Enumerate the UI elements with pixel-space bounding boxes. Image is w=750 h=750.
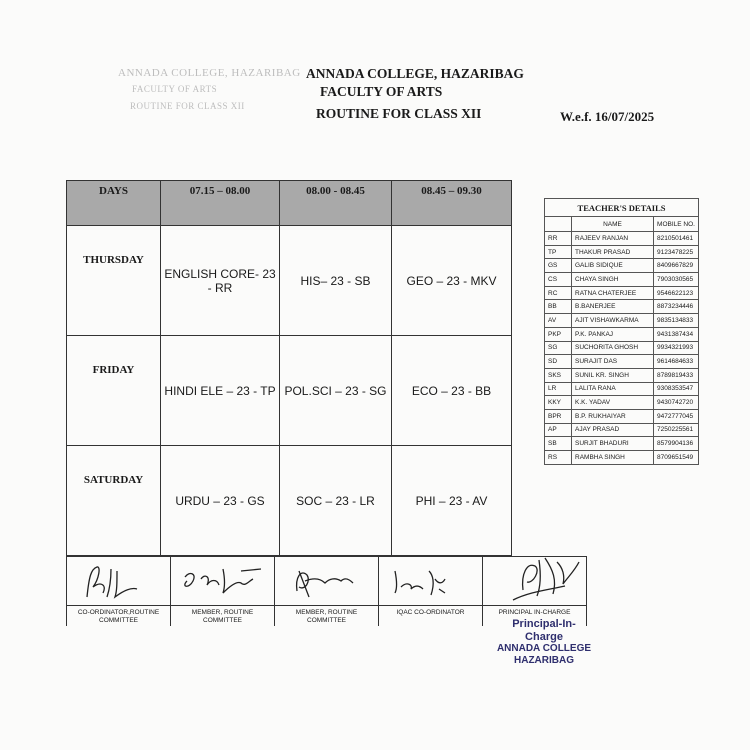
teacher-mobile: 9934321993: [654, 341, 699, 355]
teacher-mobile: 9123478225: [654, 245, 699, 259]
teacher-name: SURAJIT DAS: [572, 355, 654, 369]
teacher-name: SUNIL KR. SINGH: [572, 368, 654, 382]
day-cell: SATURDAY: [67, 446, 161, 556]
slot-cell: POL.SCI – 23 - SG: [280, 336, 392, 446]
teacher-code: RR: [545, 232, 572, 246]
teacher-name: AJAY PRASAD: [572, 423, 654, 437]
teacher-row: [545, 451, 699, 465]
signature-principal: [483, 543, 587, 603]
teacher-code: LR: [545, 382, 572, 396]
teacher-code: TP: [545, 245, 572, 259]
teacher-name: GALIB SIDIQUE: [572, 259, 654, 273]
teacher-mobile: 9835134833: [654, 314, 699, 328]
teacher-mobile: 8579904136: [654, 437, 699, 451]
teacher-name: LALITA RANA: [572, 382, 654, 396]
teacher-code: BB: [545, 300, 572, 314]
watermark-line-1: ANNADA COLLEGE, HAZARIBAG: [118, 67, 301, 79]
signature-role: IQAC CO-ORDINATOR: [379, 606, 483, 627]
routine-header-row: [67, 181, 512, 226]
effective-date: W.e.f. 16/07/2025: [560, 109, 655, 124]
teacher-row: [545, 245, 699, 259]
slot-cell: ENGLISH CORE- 23 - RR: [161, 226, 280, 336]
faculty-title: FACULTY OF ARTS: [320, 84, 443, 99]
teacher-mobile: 8210501461: [654, 232, 699, 246]
routine-row-saturday: [67, 446, 512, 556]
slot-cell: HIS– 23 - SB: [280, 226, 392, 336]
signature-role: MEMBER, ROUTINE COMMITTEE: [171, 606, 275, 627]
slot-cell: HINDI ELE – 23 - TP: [161, 336, 280, 446]
teacher-row: [545, 409, 699, 423]
teacher-row: [545, 382, 699, 396]
col-header-slot-2: 08.00 - 08.45: [280, 181, 392, 226]
slot-cell: PHI – 23 - AV: [392, 446, 512, 556]
teacher-row: [545, 300, 699, 314]
teacher-mobile: 9431387434: [654, 327, 699, 341]
teacher-name: SURJIT BHADURI: [572, 437, 654, 451]
signature-member-2: [275, 557, 379, 603]
teacher-row: [545, 314, 699, 328]
teacher-name: RAMBHA SINGH: [572, 451, 654, 465]
routine-table: [66, 180, 512, 556]
signature-cell: [67, 557, 171, 606]
teacher-row: [545, 286, 699, 300]
signature-member-1: [171, 557, 275, 603]
teacher-code: KKY: [545, 396, 572, 410]
day-cell: FRIDAY: [67, 336, 161, 446]
signature-coordinator: [67, 557, 171, 603]
stamp-line-1: Principal-In-Charge: [512, 618, 576, 643]
teacher-name: SUCHORITA GHOSH: [572, 341, 654, 355]
teacher-code: SG: [545, 341, 572, 355]
teacher-row: [545, 273, 699, 287]
stamp-line-2: ANNADA COLLEGE: [496, 643, 592, 655]
teacher-row: [545, 232, 699, 246]
signature-cell: [483, 557, 587, 606]
teacher-row: [545, 259, 699, 273]
signature-role: MEMBER, ROUTINE COMMITTEE: [275, 606, 379, 627]
teachers-col-code: [545, 217, 572, 232]
teachers-col-mobile: MOBILE NO.: [654, 217, 699, 232]
teacher-mobile: 9546622123: [654, 286, 699, 300]
routine-row-thursday: [67, 226, 512, 336]
slot-cell: ECO – 23 - BB: [392, 336, 512, 446]
teacher-code: BPR: [545, 409, 572, 423]
teacher-row: [545, 396, 699, 410]
principal-stamp: [496, 618, 592, 666]
teacher-mobile: 7903030565: [654, 273, 699, 287]
teacher-name: B.P. RUKHAIYAR: [572, 409, 654, 423]
teachers-table: [544, 198, 699, 465]
teacher-code: SD: [545, 355, 572, 369]
teacher-name: RAJEEV RANJAN: [572, 232, 654, 246]
signature-role: CO-ORDINATOR,ROUTINE COMMITTEE: [67, 606, 171, 627]
signature-table: [66, 556, 587, 626]
teacher-code: PKP: [545, 327, 572, 341]
teacher-code: CS: [545, 273, 572, 287]
teacher-name: RATNA CHATERJEE: [572, 286, 654, 300]
teacher-name: AJIT VISHAWKARMA: [572, 314, 654, 328]
teacher-code: AP: [545, 423, 572, 437]
teacher-row: [545, 327, 699, 341]
teacher-code: AV: [545, 314, 572, 328]
watermark-line-2: FACULTY OF ARTS: [132, 84, 218, 94]
col-header-slot-1: 07.15 – 08.00: [161, 181, 280, 226]
col-header-days: DAYS: [67, 181, 161, 226]
teacher-mobile: 7250225561: [654, 423, 699, 437]
teacher-row: [545, 437, 699, 451]
teacher-name: P.K. PANKAJ: [572, 327, 654, 341]
signature-role: PRINCIPAL IN-CHARGE: [483, 606, 587, 627]
routine-title: ROUTINE FOR CLASS XII: [316, 106, 482, 121]
teacher-name: K.K. YADAV: [572, 396, 654, 410]
teacher-name: THAKUR PRASAD: [572, 245, 654, 259]
teacher-mobile: 9472777045: [654, 409, 699, 423]
teacher-code: SB: [545, 437, 572, 451]
col-header-slot-3: 08.45 – 09.30: [392, 181, 512, 226]
teacher-mobile: 9614684633: [654, 355, 699, 369]
teacher-code: RC: [545, 286, 572, 300]
teacher-row: [545, 423, 699, 437]
signature-iqac: [379, 557, 483, 603]
signature-cell: [171, 557, 275, 606]
teacher-mobile: 8409667829: [654, 259, 699, 273]
teacher-row: [545, 341, 699, 355]
teacher-name: B.BANERJEE: [572, 300, 654, 314]
teacher-name: CHAYA SINGH: [572, 273, 654, 287]
stamp-line-3: HAZARIBAG: [514, 654, 574, 666]
signature-cell: [275, 557, 379, 606]
routine-row-friday: [67, 336, 512, 446]
teacher-mobile: 9430742720: [654, 396, 699, 410]
slot-cell: GEO – 23 - MKV: [392, 226, 512, 336]
teacher-mobile: 9308353547: [654, 382, 699, 396]
teacher-row: [545, 368, 699, 382]
teacher-mobile: 8789819433: [654, 368, 699, 382]
teacher-row: [545, 355, 699, 369]
day-cell: THURSDAY: [67, 226, 161, 336]
teacher-mobile: 8709651549: [654, 451, 699, 465]
slot-cell: SOC – 23 - LR: [280, 446, 392, 556]
watermark-line-3: ROUTINE FOR CLASS XII: [130, 101, 245, 111]
teacher-code: GS: [545, 259, 572, 273]
teachers-col-name: NAME: [572, 217, 654, 232]
signature-cell: [379, 557, 483, 606]
teacher-code: RS: [545, 451, 572, 465]
teachers-title: TEACHER'S DETAILS: [545, 199, 699, 217]
teacher-mobile: 8873234446: [654, 300, 699, 314]
college-name: ANNADA COLLEGE, HAZARIBAG: [306, 66, 524, 81]
teacher-code: SKS: [545, 368, 572, 382]
slot-cell: URDU – 23 - GS: [161, 446, 280, 556]
